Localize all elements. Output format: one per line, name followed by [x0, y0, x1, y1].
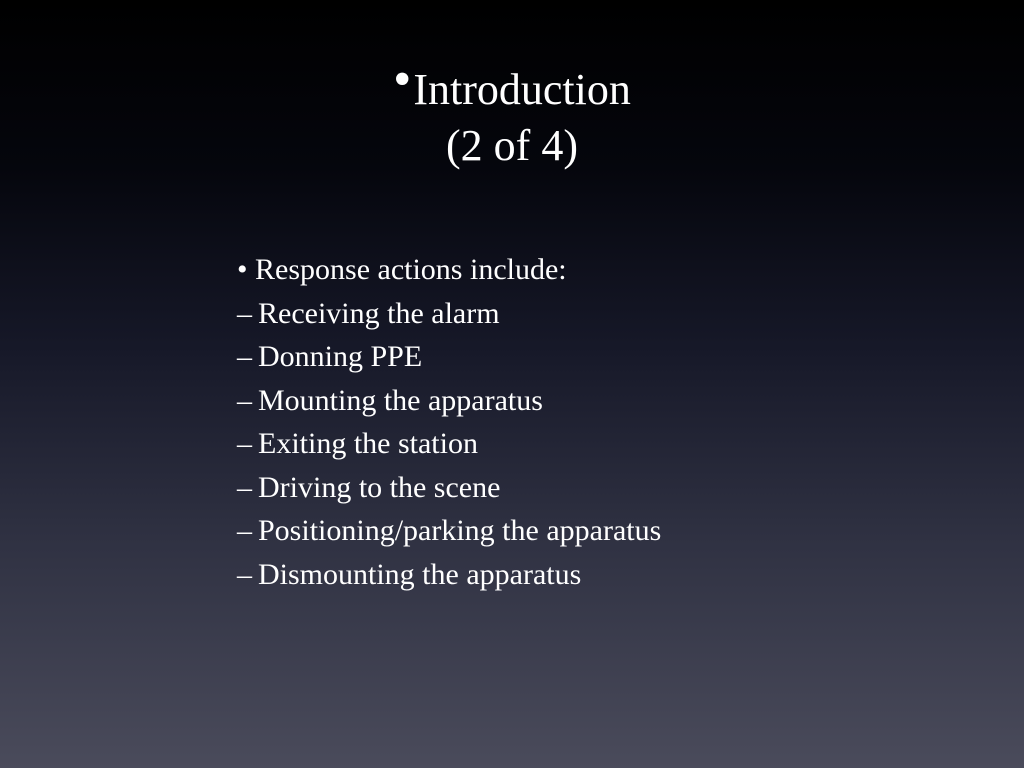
- dash-prefix: –: [237, 296, 252, 330]
- dash-prefix: –: [237, 340, 252, 373]
- list-item-text: Positioning/parking the apparatus: [258, 514, 662, 547]
- title-text: Introduction: [413, 65, 631, 114]
- dash-prefix: –: [237, 470, 252, 504]
- list-item: [237, 466, 937, 510]
- list-item-text: Receiving the alarm: [258, 296, 500, 330]
- slide-title: [0, 51, 1024, 174]
- list-item-text: Exiting the station: [258, 427, 478, 460]
- list-item-text: Dismounting the apparatus: [258, 557, 582, 591]
- title-bullet: •: [393, 51, 412, 108]
- list-item-text: Donning PPE: [258, 340, 423, 373]
- list-item: [237, 292, 937, 336]
- list-item: [237, 422, 937, 466]
- title-line-1: [0, 51, 1024, 118]
- list-item: [237, 379, 937, 423]
- dash-prefix: –: [237, 557, 252, 591]
- lead-text: Response actions include:: [255, 253, 567, 286]
- list-item-text: Driving to the scene: [258, 470, 501, 504]
- title-subtitle: (2 of 4): [446, 121, 578, 170]
- dash-prefix: –: [237, 514, 252, 547]
- dash-prefix: –: [237, 427, 252, 460]
- lead-bullet: •: [237, 253, 248, 286]
- dash-prefix: –: [237, 383, 252, 417]
- list-item: [237, 335, 937, 379]
- list-item: [237, 509, 937, 553]
- lead-bullet-line: [237, 248, 937, 292]
- slide-body: [237, 248, 937, 596]
- list-item-text: Mounting the apparatus: [258, 383, 543, 417]
- list-item: [237, 553, 937, 597]
